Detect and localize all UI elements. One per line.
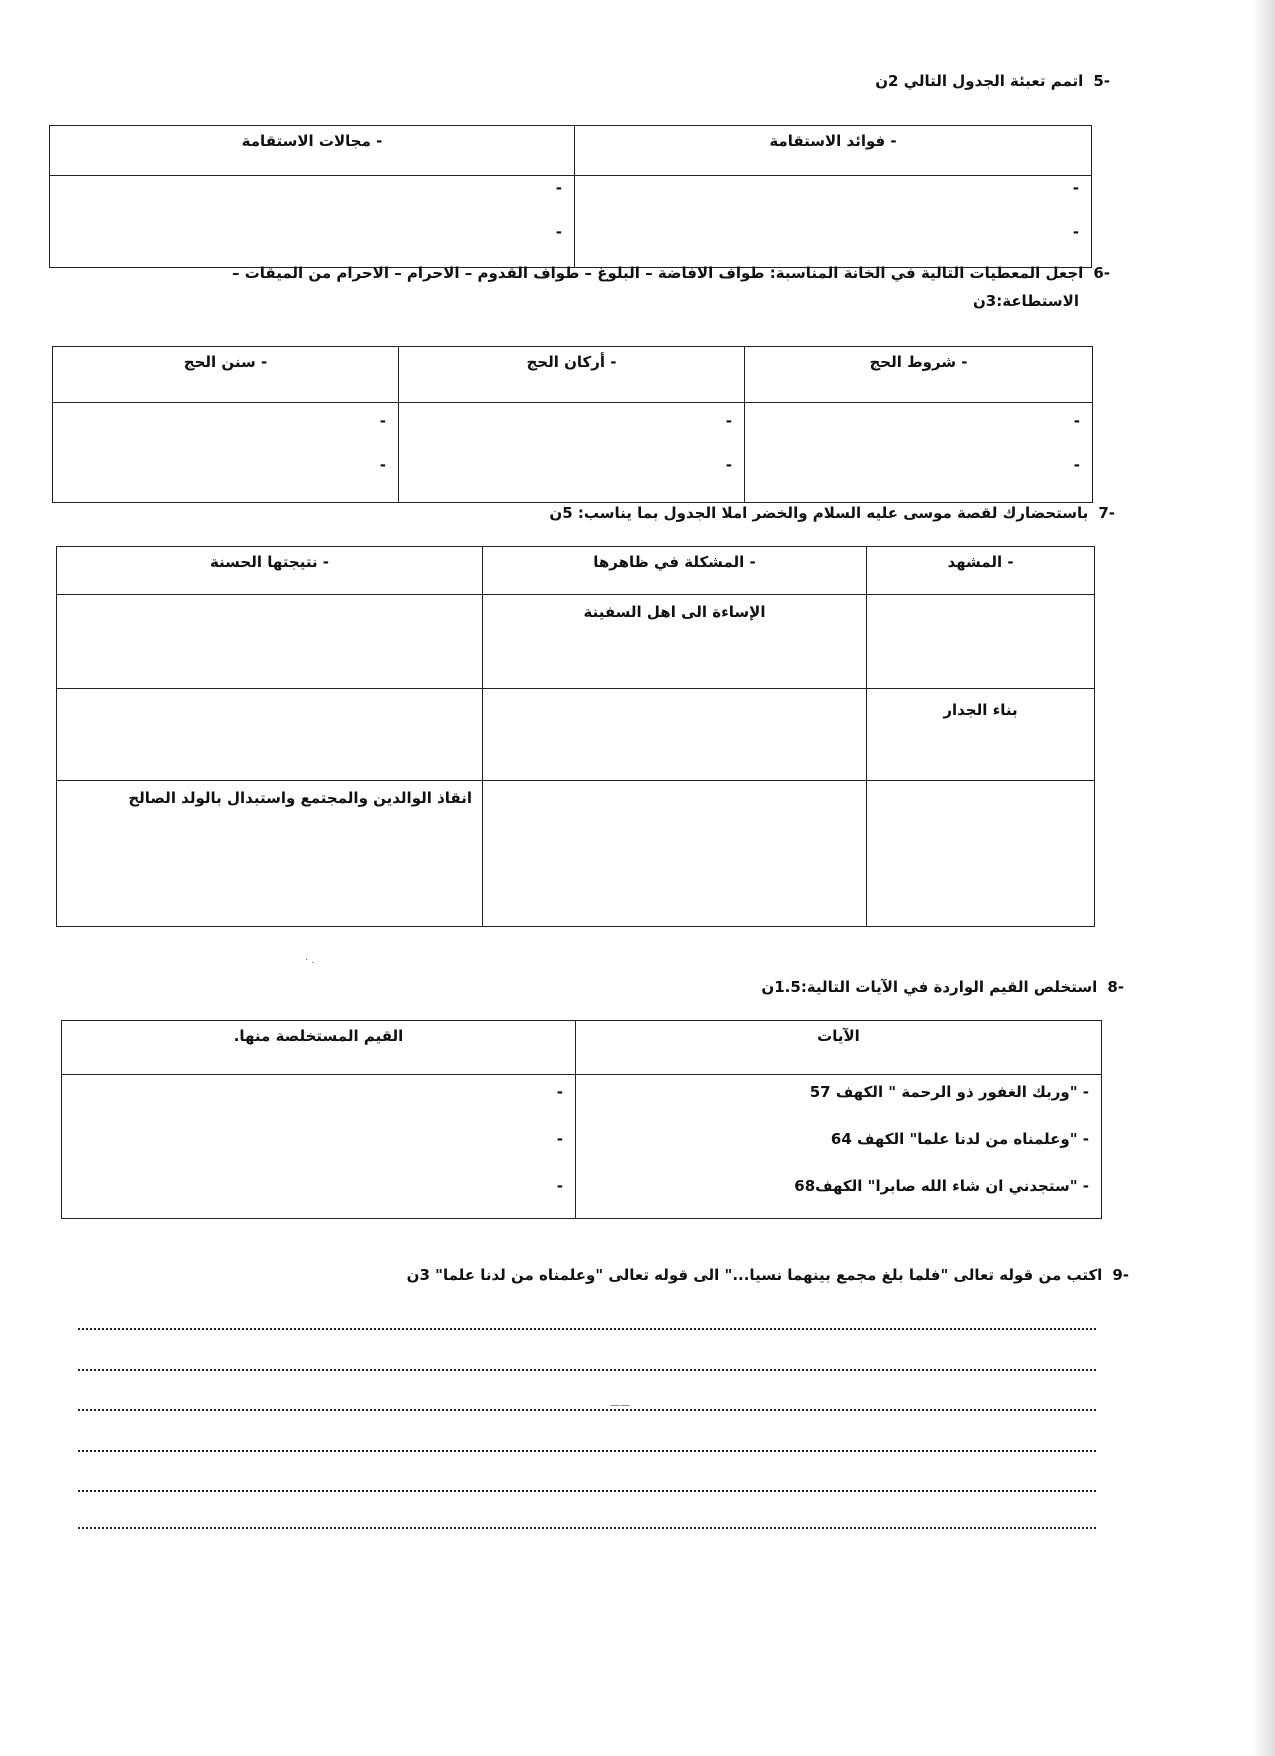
header-cell: - شروط الحج <box>745 347 1093 403</box>
question-number: -6 <box>1093 264 1110 282</box>
question-6 <box>232 264 1110 282</box>
header-cell: الآيات <box>576 1021 1102 1075</box>
answer-line[interactable] <box>78 1527 1096 1529</box>
answer-cell[interactable]: - - <box>50 176 575 268</box>
table-cell: بناء الجدار <box>867 689 1095 781</box>
scan-speck: · . <box>305 955 315 966</box>
table-cell: الإساءة الى اهل السفينة <box>483 595 867 689</box>
verses-cell <box>576 1075 1102 1219</box>
answer-cell[interactable] <box>483 689 867 781</box>
question-number: -7 <box>1098 504 1115 522</box>
answer-line[interactable] <box>78 1490 1096 1492</box>
question-number: -5 <box>1093 72 1110 90</box>
musa-khidr-table <box>56 546 1095 927</box>
answer-line[interactable] <box>78 1450 1096 1452</box>
question-number: -9 <box>1112 1266 1129 1284</box>
question-text: اكتب من قوله تعالى "فلما بلغ مجمع بينهما نسيا..." الى قوله تعالى "وعلمناه من لدنا علما" 3ن <box>406 1266 1103 1284</box>
question-7 <box>549 504 1115 522</box>
hajj-table <box>52 346 1093 503</box>
question-text: الاستطاعة:3ن <box>972 292 1079 310</box>
header-cell: - المشهد <box>867 547 1095 595</box>
question-5 <box>875 72 1110 90</box>
header-cell: - مجالات الاستقامة <box>50 126 575 176</box>
answer-cell[interactable]: - - <box>53 403 399 503</box>
header-cell: القيم المستخلصة منها. <box>62 1021 576 1075</box>
answer-cell[interactable] <box>483 781 867 927</box>
table-cell: انقاذ الوالدين والمجتمع واستبدال بالولد الصالح <box>57 781 483 927</box>
header-cell: - فوائد الاستقامة <box>575 126 1092 176</box>
header-cell: - المشكلة في ظاهرها <box>483 547 867 595</box>
answer-cell[interactable] <box>57 689 483 781</box>
answer-line[interactable] <box>78 1328 1096 1330</box>
verse-item: - "وربك الغفور ذو الرحمة " الكهف 57 <box>809 1083 1089 1101</box>
scan-speck: —— <box>610 1400 630 1411</box>
answer-line[interactable] <box>78 1409 1096 1411</box>
answer-cell[interactable]: - - <box>575 176 1092 268</box>
verse-item: - "ستجدني ان شاء الله صابرا" الكهف68 <box>794 1177 1089 1195</box>
question-text: اتمم تعبئة الجدول التالي 2ن <box>875 72 1084 90</box>
answer-cell[interactable]: - - - <box>62 1075 576 1219</box>
question-text: استخلص القيم الواردة في الآيات التالية:1.5ن <box>761 978 1098 996</box>
header-cell: - أركان الحج <box>399 347 745 403</box>
question-text: باستحضارك لقصة موسى عليه السلام والخضر املا الجدول بما يناسب: 5ن <box>549 504 1089 522</box>
question-9 <box>407 1266 1129 1284</box>
values-table <box>61 1020 1102 1219</box>
question-text: اجعل المعطيات التالية في الخانة المناسبة: طواف الافاضة – البلوغ – طواف القدوم – الاحرام – الاحرام من الميقات – <box>231 264 1084 282</box>
verse-item: - "وعلمناه من لدنا علما" الكهف 64 <box>830 1130 1089 1148</box>
question-number: -8 <box>1107 978 1124 996</box>
answer-line[interactable] <box>78 1369 1096 1371</box>
question-8 <box>761 978 1124 996</box>
answer-cell[interactable] <box>867 781 1095 927</box>
answer-cell[interactable] <box>867 595 1095 689</box>
header-cell: - سنن الحج <box>53 347 399 403</box>
page-edge-shadow <box>1253 0 1275 1756</box>
header-cell: - نتيجتها الحسنة <box>57 547 483 595</box>
answer-cell[interactable]: - - <box>399 403 745 503</box>
answer-cell[interactable] <box>57 595 483 689</box>
answer-cell[interactable]: - - <box>745 403 1093 503</box>
question-6-continued <box>973 292 1079 310</box>
istiqama-table <box>49 125 1092 268</box>
